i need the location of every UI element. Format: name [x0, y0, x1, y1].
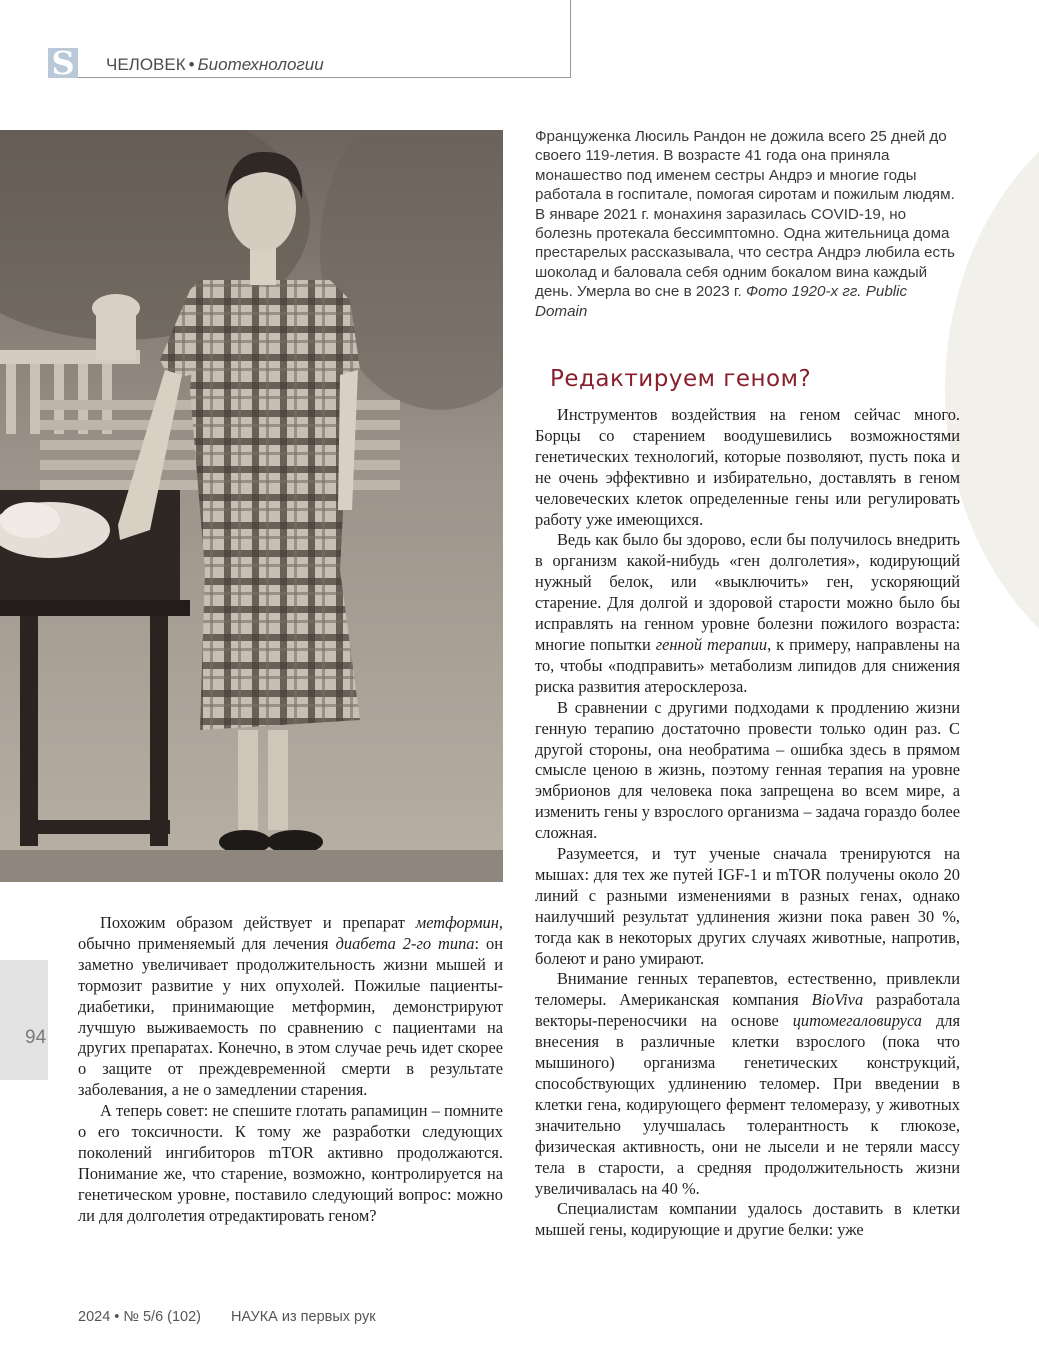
section-name: ЧЕЛОВЕК	[106, 55, 186, 74]
photo-credit: Фото 1920-х гг. Public Domain	[535, 283, 908, 320]
article-column-left	[78, 913, 503, 1227]
paragraph: Похожим образом действует и препарат метформин, обычно применяемый для лечения диабета 2-го типа: он заметно увеличивает продолжительность жизни мышей и тормозит развитие у них опухолей. Пожилые пациенты-диабетики, принимающие метформин, демонстрируют лучшую выживаемость по сравнению с пациентами на других препаратах. Конечно, в этом случае речь идет скорее о защите от преждевременной смерти в результате заболевания, а не о замедлении старения.	[78, 913, 504, 1100]
term-cytomegalovirus: цитомегаловируса	[792, 1011, 922, 1031]
subsection-name: Биотехнологии	[197, 55, 324, 74]
photo-caption	[535, 127, 960, 321]
magazine-logo-icon: S	[48, 48, 78, 78]
term-diabetes: диабета 2-го типа	[335, 933, 475, 953]
company-name: BioViva	[811, 990, 864, 1010]
paragraph: В сравнении с другими подходами к продлению жизни генную терапию достаточно провести только один раз. С другой стороны, она необратима – ошибка здесь в прямом смысле ценою в жизнь, поэтому генная терапия на уровне эмбрионов для человека пока запрещена во всем мире, а изменить гены у взрослого организма – задача гораздо более сложная.	[535, 697, 960, 843]
paragraph: Внимание генных терапевтов, естественно, привлекли теломеры. Американская компания BioViva разработала векторы-переносчики на основе цитомегаловируса для внесения в различные клетки взрослого (пока что мышиного) организма генетических конструкций, способствующих удлинению теломер. При введении в клетки гена, кодирующего фермент теломеразу, у животных значительно улучшалась толерантность к глюкозе, физическая активность, они не лысели и не теряли массу тела в старости, а средняя продолжительность жизни увеличивалась на 40 %.	[535, 969, 961, 1198]
section-separator: •	[188, 55, 195, 74]
paragraph: А теперь совет: не спешите глотать рапамицин – помните о его токсичности. К тому же разработки следующих поколений ингибиторов mTOR активно продолжаются. Понимание же, что старение, возможно, контролируется на генетическом уровне, поставило следующий вопрос: можно ли для долголетия отредактировать геном?	[78, 1101, 503, 1225]
section-header	[106, 55, 324, 75]
term-metformin: метформин	[415, 913, 499, 932]
header-divider-vertical	[570, 0, 571, 78]
footer	[78, 1309, 376, 1325]
paragraph: Инструментов воздействия на геном сейчас много. Борцы со старением воодушевились возможностями генетических технологий, которые позволяют, пусть пока и не очень эффективно и избирательно, доставлять в геном человеческих клеток определенные гены или регулировать работу уже имеющихся.	[535, 405, 960, 529]
page-number: 94	[25, 1027, 47, 1048]
paragraph: Разумеется, и тут ученые сначала тренируются на мышах: для тех же путей IGF-1 и mTOR получены около 20 линий с разными изменениями в разных генах, однако наилучший результат удлинения жизни пока равен 30 %, тогда как в некоторых других случаях животные, напротив, болеют и рано умирают.	[535, 844, 960, 968]
paragraph: Ведь как было бы здорово, если бы получилось внедрить в организм какой-нибудь «ген долголетия», кодирующий нужный белок, или «выключить» ген, ускоряющий старение. Для долгой и здоровой старости можно было бы исправлять на генном уровне болезни пожилого возраста: многие попытки генной терапии, к примеру, направлены на то, чтобы «подправить» метаболизм липидов для снижения риска развития атеросклероза.	[535, 530, 960, 696]
caption-text: Француженка Люсиль Рандон не дожила всего 25 дней до своего 119-летия. В возрасте 41 года она приняла монашество под именем сестры Андрэ и многие годы работала в госпитале, помогая сиротам и пожилым людям. В январе 2021 г. монахиня заразилась COVID-19, но болезнь протекала бессимптомно. Одна жительница дома престарелых рассказывала, что сестра Андрэ любила есть шоколад и баловала себя одним бокалом вина каждый день. Умерла во сне в 2023 г.	[535, 128, 955, 301]
page-number-tab	[0, 960, 48, 1080]
paragraph: Специалистам компании удалось доставить в клетки мышей гены, кодирующие и другие белки: уже	[535, 1199, 960, 1240]
term-gene-therapy: генной терапии	[655, 634, 768, 654]
article-column-right	[535, 405, 960, 1241]
issue-info: 2024 • № 5/6 (102)	[78, 1309, 202, 1325]
magazine-name: НАУКА из первых рук	[231, 1309, 376, 1325]
section-heading: Редактируем геном?	[550, 366, 812, 392]
vintage-portrait-photo	[0, 130, 503, 882]
header-divider-horizontal	[50, 77, 571, 78]
